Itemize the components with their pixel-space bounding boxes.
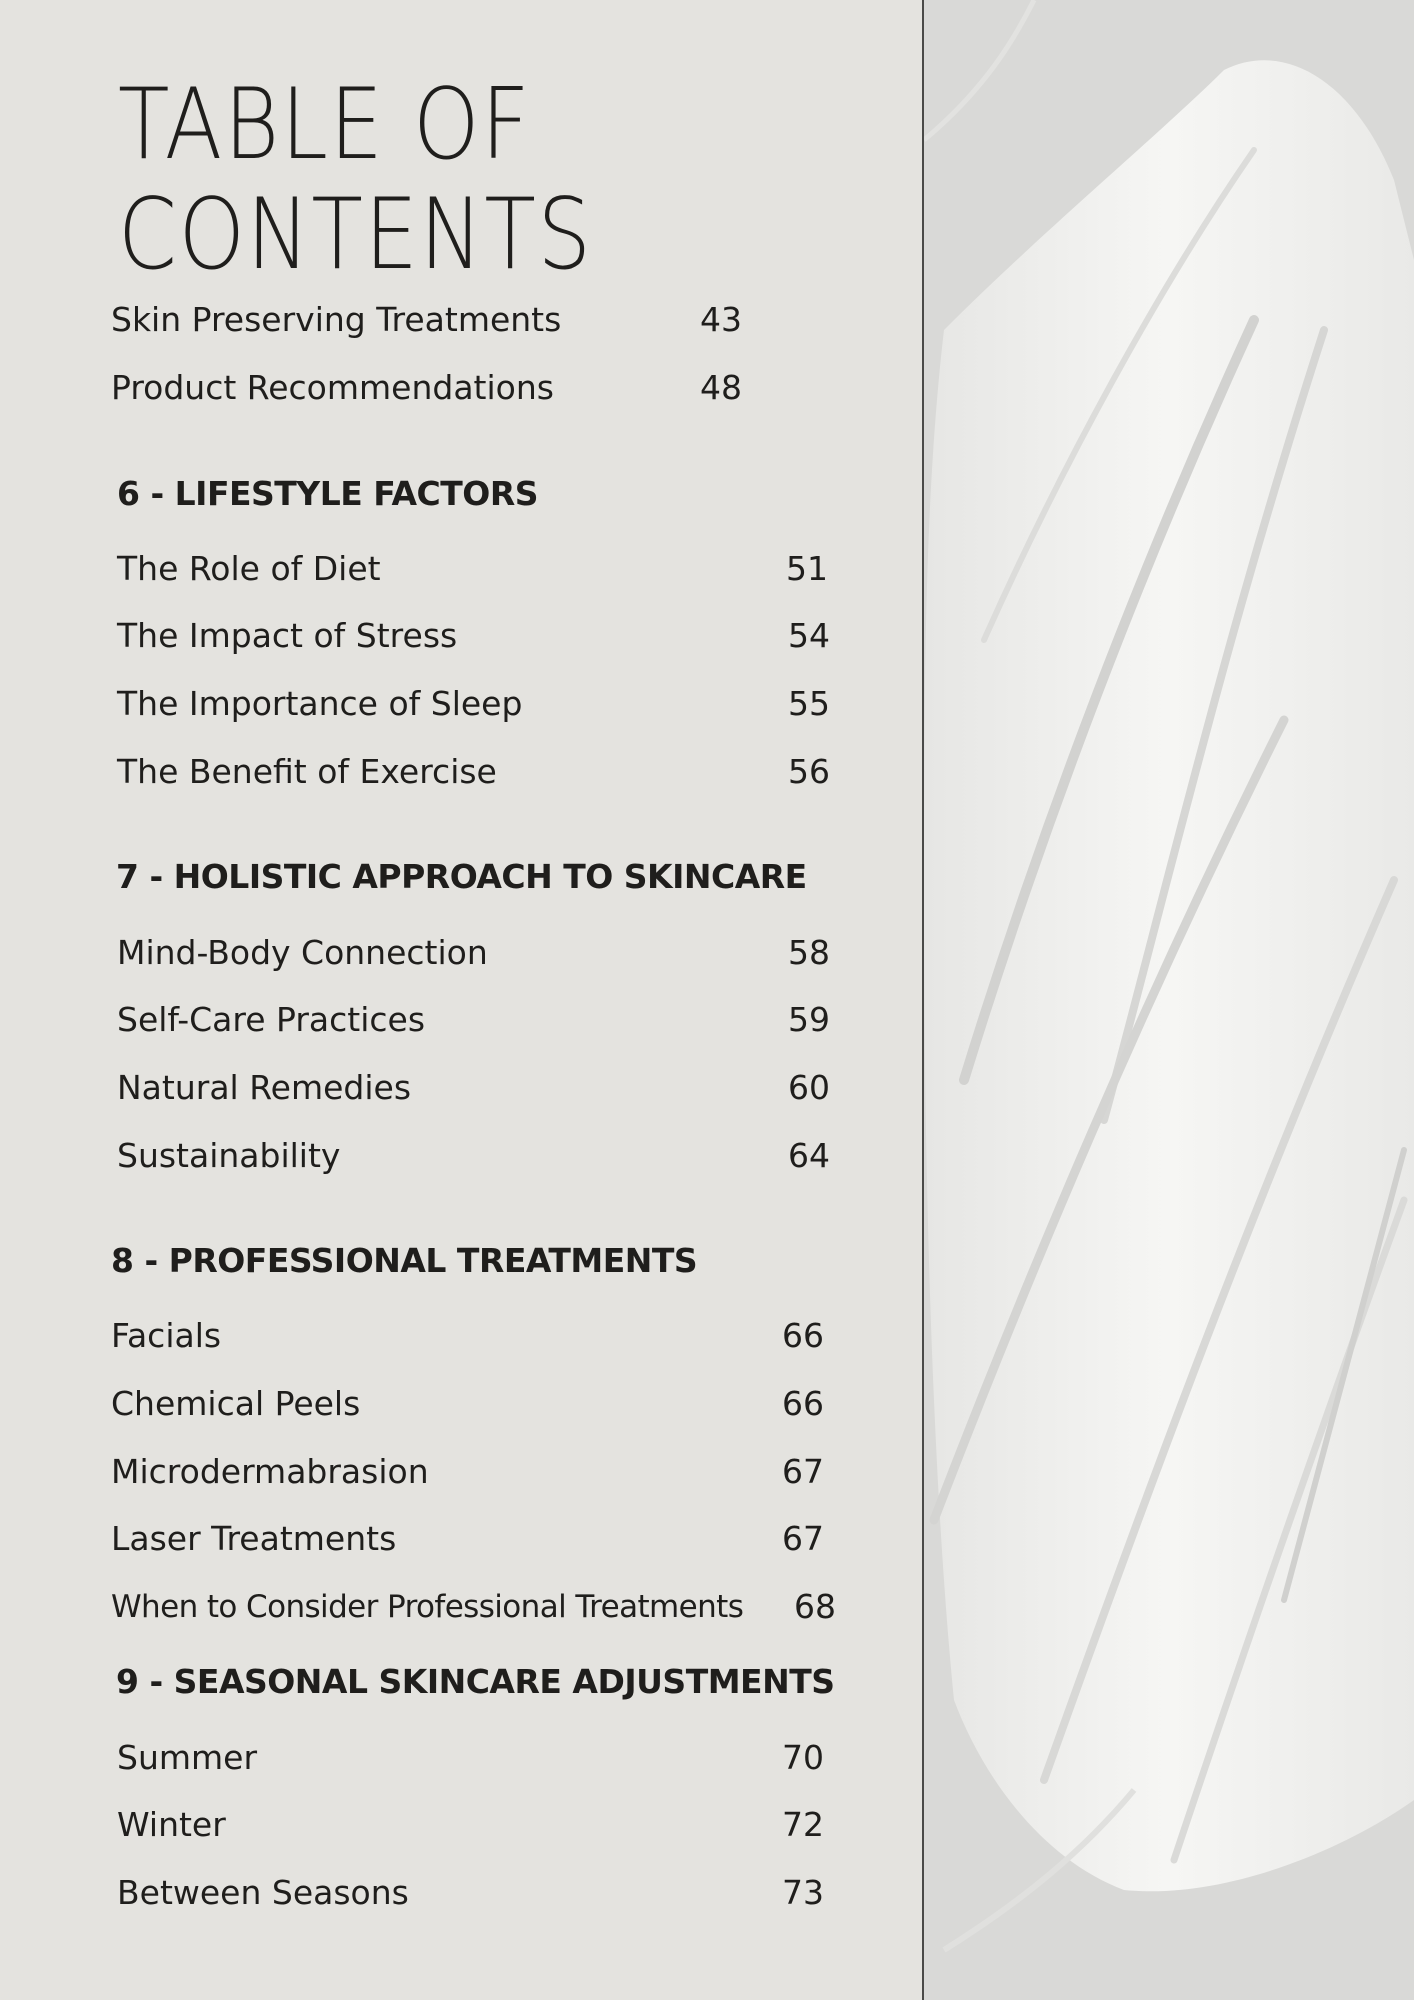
toc-entry-label: Mind-Body Connection <box>117 933 488 972</box>
toc-entry[interactable] <box>117 544 837 594</box>
toc-entry[interactable] <box>117 928 837 978</box>
toc-entry-label: Facials <box>111 1316 222 1355</box>
toc-entry-page: 58 <box>788 933 830 972</box>
toc-entry-page: 64 <box>788 1136 830 1175</box>
toc-entry-page: 43 <box>700 300 742 339</box>
toc-entry-page: 66 <box>782 1316 824 1355</box>
toc-entry-label: The Importance of Sleep <box>117 684 523 723</box>
toc-entry[interactable] <box>117 1131 837 1181</box>
toc-entry[interactable] <box>111 363 831 413</box>
toc-entry[interactable] <box>117 611 837 661</box>
section-heading: 9 - SEASONAL SKINCARE ADJUSTMENTS <box>116 1662 835 1701</box>
toc-entry-label: Sustainability <box>117 1136 341 1175</box>
toc-entry-page: 59 <box>788 1000 830 1039</box>
toc-entry-page: 48 <box>700 368 742 407</box>
toc-entry[interactable] <box>117 1868 837 1918</box>
page-title-line-1: TABLE OF <box>118 68 532 182</box>
toc-entry[interactable] <box>111 1514 831 1564</box>
toc-entry-page: 54 <box>788 616 830 655</box>
toc-entry[interactable] <box>111 295 831 345</box>
section-heading: 8 - PROFESSIONAL TREATMENTS <box>111 1241 698 1280</box>
toc-entry-page: 51 <box>786 549 828 588</box>
cream-swatch-graphic <box>924 0 1414 2000</box>
toc-entry-label: Chemical Peels <box>111 1384 361 1423</box>
toc-entry[interactable] <box>117 1733 837 1783</box>
toc-entry-label: Natural Remedies <box>117 1068 412 1107</box>
toc-entry-page: 72 <box>782 1805 824 1844</box>
toc-entry-page: 70 <box>782 1738 824 1777</box>
toc-entry[interactable] <box>111 1582 836 1632</box>
toc-entry[interactable] <box>117 995 837 1045</box>
toc-entry-label: Between Seasons <box>117 1873 409 1912</box>
toc-entry-page: 73 <box>782 1873 824 1912</box>
toc-entry-page: 66 <box>782 1384 824 1423</box>
toc-entry-page: 56 <box>788 752 830 791</box>
page-title-line-2: CONTENTS <box>118 178 593 292</box>
cream-texture-image <box>924 0 1414 2000</box>
toc-entry-page: 67 <box>782 1452 824 1491</box>
toc-entry-label: Winter <box>117 1805 226 1844</box>
toc-entry-page: 55 <box>788 684 830 723</box>
toc-entry[interactable] <box>117 679 837 729</box>
toc-entry-label: Product Recommendations <box>111 368 554 407</box>
toc-entry-page: 67 <box>782 1519 824 1558</box>
section-heading: 6 - LIFESTYLE FACTORS <box>117 474 539 513</box>
toc-entry-label: When to Consider Professional Treatments <box>111 1589 744 1625</box>
toc-entry-page: 60 <box>788 1068 830 1107</box>
toc-entry[interactable] <box>111 1311 831 1361</box>
toc-entry[interactable] <box>117 747 837 797</box>
toc-entry-label: The Benefit of Exercise <box>117 752 497 791</box>
toc-entry[interactable] <box>111 1447 831 1497</box>
toc-entry-label: Skin Preserving Treatments <box>111 300 562 339</box>
toc-entry-label: The Role of Diet <box>117 549 381 588</box>
toc-entry-page: 68 <box>794 1587 836 1626</box>
toc-entry-label: The Impact of Stress <box>117 616 458 655</box>
section-heading: 7 - HOLISTIC APPROACH TO SKINCARE <box>116 857 807 896</box>
toc-entry-label: Summer <box>117 1738 258 1777</box>
toc-entry[interactable] <box>111 1379 831 1429</box>
toc-entry-label: Self-Care Practices <box>117 1000 426 1039</box>
toc-entry-label: Microdermabrasion <box>111 1452 429 1491</box>
toc-entry-label: Laser Treatments <box>111 1519 397 1558</box>
toc-entry[interactable] <box>117 1063 837 1113</box>
toc-entry[interactable] <box>117 1800 837 1850</box>
